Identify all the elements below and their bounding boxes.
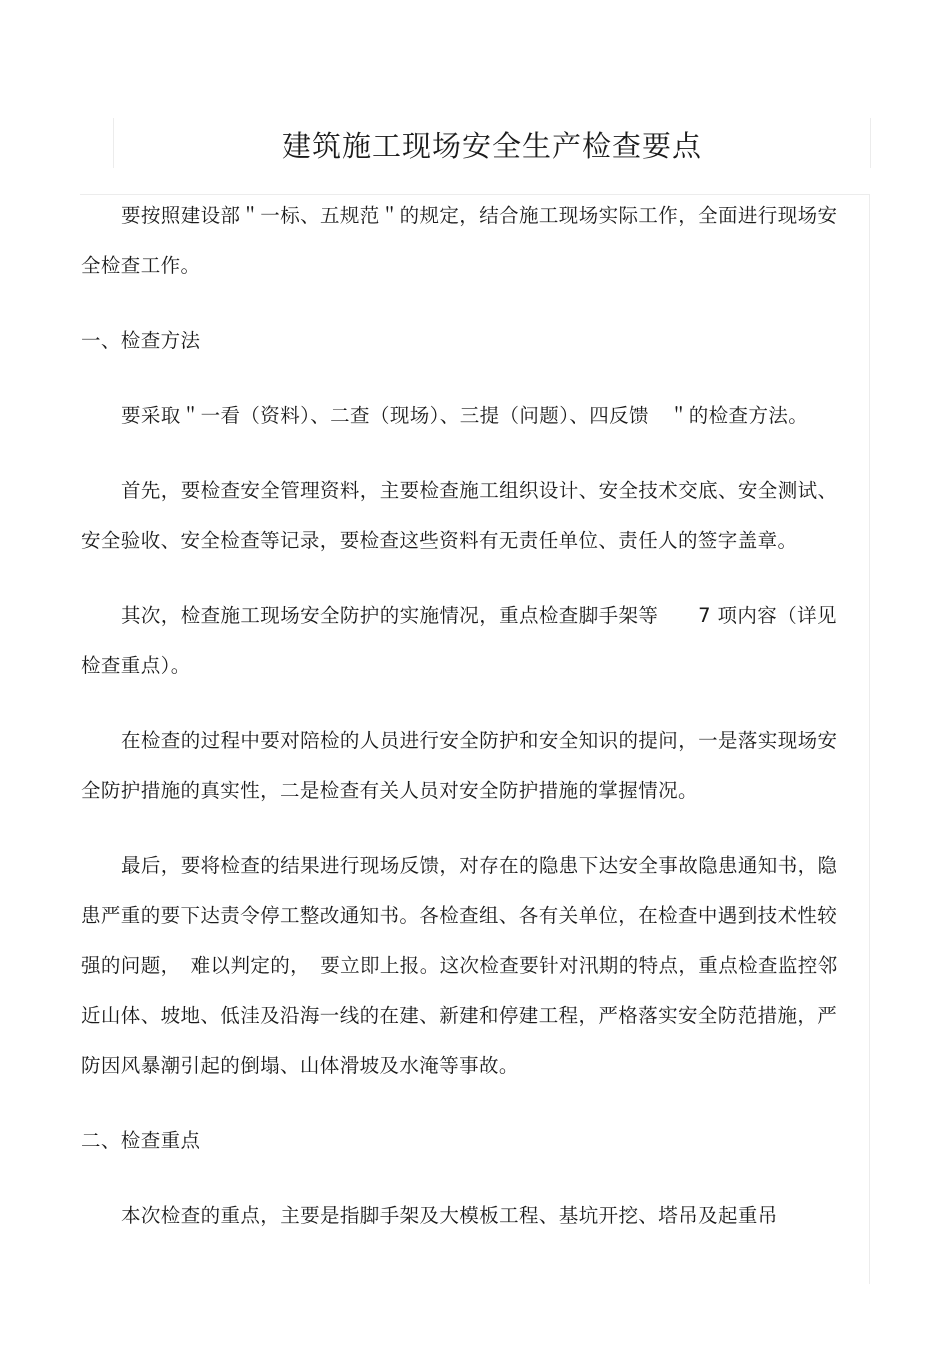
paragraph-questioning: 在检查的过程中要对陪检的人员进行安全防护和安全知识的提问，一是落实现场安全防护措施的真实性，二是检查有关人员对安全防护措施的掌握情况。 — [81, 729, 838, 802]
section-heading-focus: 二、检查重点 — [81, 1129, 201, 1152]
paragraph-gap — [81, 691, 856, 716]
paragraph-gap — [81, 366, 856, 391]
section-heading-methods: 一、检查方法 — [81, 329, 201, 352]
document-title: 建筑施工现场安全生产检查要点 — [281, 129, 702, 163]
paragraph-gap — [81, 566, 856, 591]
paragraph-second-check: 其次，检查施工现场安全防护的实施情况，重点检查脚手架等 7 项内容（详见检查重点）。 — [81, 604, 837, 677]
right-margin-line — [869, 194, 870, 1284]
paragraph-first-check: 首先，要检查安全管理资料，主要检查施工组织设计、安全技术交底、安全测试、安全验收、安全检查等记录，要检查这些资料有无责任单位、责任人的签字盖章。 — [81, 479, 838, 552]
paragraph-gap — [81, 441, 856, 466]
intro-paragraph: 要按照建设部＂一标、五规范＂的规定，结合施工现场实际工作，全面进行现场安全检查工作。 — [81, 204, 838, 277]
paragraph-gap — [81, 291, 856, 316]
document-body — [81, 191, 856, 1241]
paragraph-focus: 本次检查的重点，主要是指脚手架及大模板工程、基坑开挖、塔吊及起重吊 — [121, 1204, 778, 1227]
paragraph-methods: 要采取＂一看（资料）、二查（现场）、三提（问题）、四反馈 ＂的检查方法。 — [121, 404, 809, 427]
paragraph-gap — [81, 1091, 856, 1116]
title-box — [113, 118, 871, 168]
paragraph-gap — [81, 816, 856, 841]
paragraph-gap — [81, 1166, 856, 1191]
paragraph-feedback: 最后，要将检查的结果进行现场反馈，对存在的隐患下达安全事故隐患通知书，隐患严重的要下达责令停工整改通知书。各检查组、各有关单位，在检查中遇到技术性较强的问题， 难以判定的， 要立即上报。这次检查要针对汛期的特点，重点检查监控邻近山体、坡地、低洼及沿海一线的在建、新建和停建工程，严格落实安全防范措施，严防因风暴潮引起的倒塌、山体滑坡及水淹等事故。 — [81, 854, 838, 1077]
